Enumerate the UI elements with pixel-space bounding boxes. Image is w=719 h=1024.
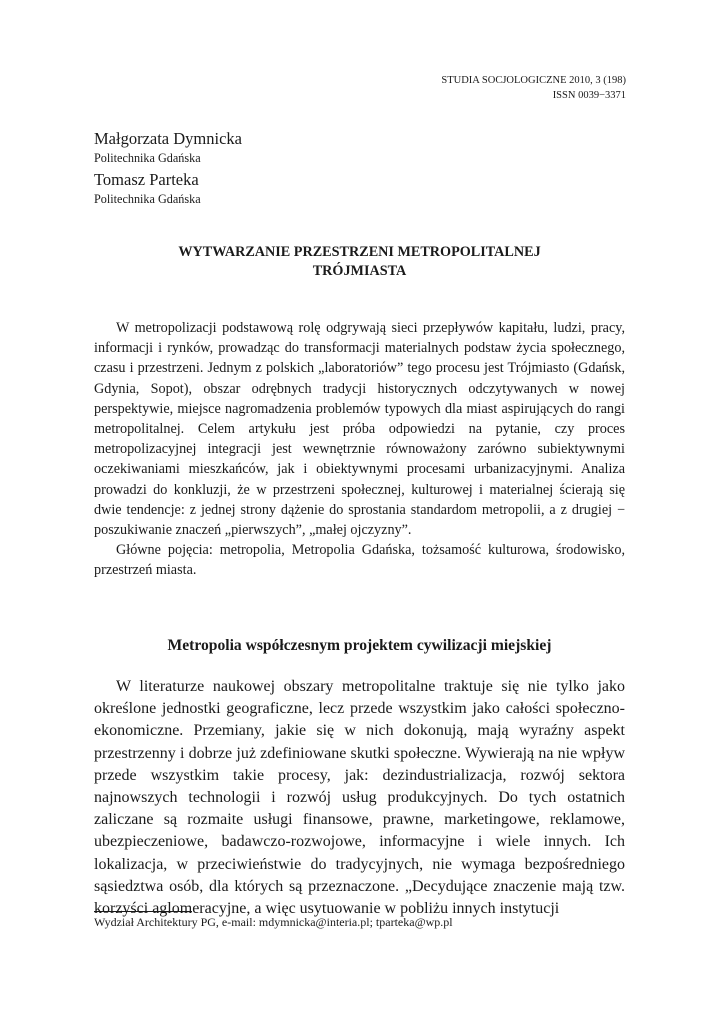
keywords: Główne pojęcia: metropolia, Metropolia Gdańska, tożsamość kulturowa, środowisko, przestrzeń miasta. <box>94 542 625 579</box>
author-name: Tomasz Parteka <box>94 170 199 189</box>
journal-issue: STUDIA SOCJOLOGICZNE 2010, 3 (198) <box>441 75 626 86</box>
article-title <box>94 243 625 281</box>
title-line: WYTWARZANIE PRZESTRZENI METROPOLITALNEJ <box>178 244 541 260</box>
footnote: Wydział Architektury PG, e-mail: mdymnicka@interia.pl; tparteka@wp.pl <box>94 915 453 929</box>
body-text <box>94 676 625 920</box>
section-heading: Metropolia współczesnym projektem cywilizacji miejskiej <box>167 637 552 654</box>
abstract <box>94 318 625 581</box>
journal-header <box>441 74 626 103</box>
title-line: TRÓJMIASTA <box>312 263 407 279</box>
abstract-text: W metropolizacji podstawową rolę odgrywają sieci przepływów kapitału, ludzi, pracy, informacji i rynków, prowadząc do transformacji materialnych podstaw życia społecznego, czasu i przestrzeni. Jednym z polskich „laboratoriów” tego procesu jest Trójmiasto (Gdańsk, Gdynia, Sopot), obszar odrębnych tradycji historycznych odczytywanych w nowej perspektywie, miejsce nagromadzenia problemów typowych dla miast aspirujących do rangi metropolitalnej. Celem artykułu jest próba odpowiedzi na pytanie, czy proces metropolizacyjnej integracji jest wewnętrznie równoważony zarówno subiektywnymi oczekiwaniami mieszkańców, jak i obiektywnymi procesami urbanizacyjnymi. Analiza prowadzi do konkluzji, że w przestrzeni społecznej, kulturowej i materialnej ścierają się dwie tendencje: z jednej strony dążenie do sprostania standardom metropolii, a z drugiej − poszukiwanie znaczeń „pierwszych”, „małej ojczyzny”. <box>94 320 625 539</box>
body-paragraph: W literaturze naukowej obszary metropolitalne traktuje się nie tylko jako określone jednostki geograficzne, lecz przede wszystkim jako całości społeczno-ekonomiczne. Przemiany, jakie się w nich dokonują, mają wyraźny aspekt przestrzenny i dobrze już zdefiniowane skutki społeczne. Wywierają na nie wpływ przede wszystkim takie procesy, jak: dezindustrializacja, rozwój sektora najnowszych technologii i rozwój usług produkcyjnych. Do tych ostatnich zaliczane są rozmaite usługi finansowe, prawne, marketingowe, reklamowe, ubezpieczeniowe, badawczo-rozwojowe, informacyjne i wiele innych. Ich lokalizacja, w przeciwieństwie do tradycyjnych, nie wymaga bezpośredniego sąsiedztwa osób, dla których są przeznaczone. „Decydujące znaczenie mają tzw. korzyści aglomeracyjne, a więc usytuowanie w pobliżu innych instytucji <box>94 678 625 918</box>
author-affiliation: Politechnika Gdańska <box>94 151 201 165</box>
author-name: Małgorzata Dymnicka <box>94 129 242 148</box>
author-block <box>94 128 242 210</box>
journal-issn: ISSN 0039−3371 <box>552 89 626 101</box>
author-affiliation: Politechnika Gdańska <box>94 192 201 206</box>
footnote-rule <box>94 911 192 912</box>
